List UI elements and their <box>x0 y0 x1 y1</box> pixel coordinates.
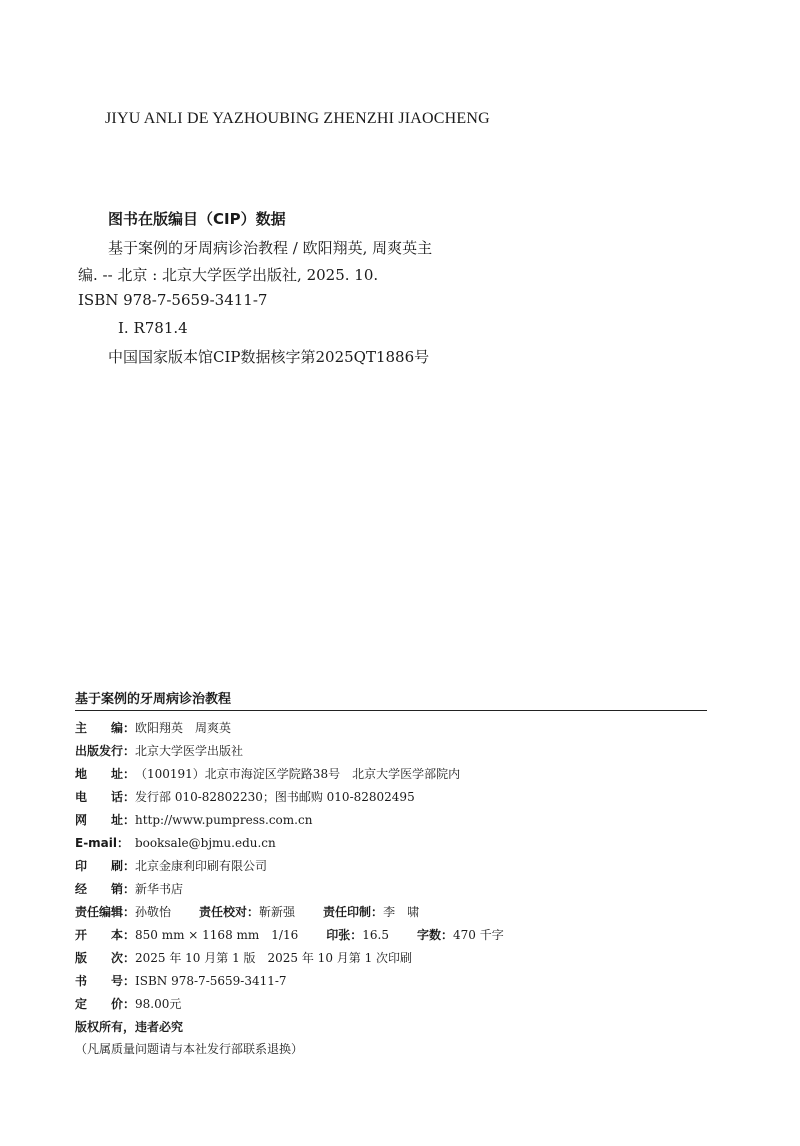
cip-heading: 图书在版编目（CIP）数据 <box>108 210 286 228</box>
resp-editor-value: 孙敬怡 <box>135 905 172 919</box>
printer-label: 印 刷： <box>75 859 136 873</box>
row-printer <box>75 855 707 878</box>
row-format <box>75 924 707 947</box>
return-notice: （凡属质量问题请与本社发行部联系退换） <box>75 1042 304 1056</box>
cip-line-record-number: 中国国家版本馆CIP数据核字第2025QT1886号 <box>108 348 430 366</box>
edition-label: 版 次： <box>75 951 136 965</box>
colophon-divider <box>75 710 707 711</box>
cip-line-classification: Ⅰ. R781.4 <box>118 319 188 337</box>
row-distributor <box>75 878 707 901</box>
colophon-title: 基于案例的牙周病诊治教程 <box>75 692 232 707</box>
cip-line-isbn: ISBN 978-7-5659-3411-7 <box>78 291 268 309</box>
phone-value: 发行部 010-82802230；图书邮购 010-82802495 <box>135 790 415 804</box>
row-edition <box>75 947 707 970</box>
phone-label: 电 话： <box>75 790 136 804</box>
editor-label: 主 编： <box>75 721 136 735</box>
cip-line-publisher: 编. -- 北京 : 北京大学医学出版社, 2025. 10. <box>78 266 379 284</box>
row-isbn <box>75 970 707 993</box>
row-editor <box>75 717 707 740</box>
isbn-value: ISBN 978-7-5659-3411-7 <box>135 974 287 988</box>
edition-value: 2025 年 10 月第 1 版 2025 年 10 月第 1 次印刷 <box>135 951 413 965</box>
colophon-rows <box>75 717 707 1016</box>
website-value: http://www.pumpress.com.cn <box>135 813 313 827</box>
format-label: 开 本： <box>75 928 136 942</box>
publisher-label: 出版发行： <box>75 744 136 758</box>
row-email <box>75 832 707 855</box>
sheets-value: 16.5 <box>362 928 389 942</box>
website-label: 网 址： <box>75 813 136 827</box>
row-responsibility <box>75 901 707 924</box>
sheets-label: 印张： <box>326 928 363 942</box>
row-address <box>75 763 707 786</box>
distributor-value: 新华书店 <box>135 882 184 896</box>
resp-editor-label: 责任编辑： <box>75 905 136 919</box>
isbn-label: 书 号： <box>75 974 136 988</box>
rights-statement: 版权所有，违者必究 <box>75 1020 184 1034</box>
words-value: 470 千字 <box>452 928 504 942</box>
resp-proof-label: 责任校对： <box>199 905 260 919</box>
price-label: 定 价： <box>75 997 136 1011</box>
editor-value: 欧阳翔英 周爽英 <box>135 721 232 735</box>
words-label: 字数： <box>416 928 453 942</box>
address-value: （100191）北京市海淀区学院路38号 北京大学医学部院内 <box>135 767 461 781</box>
pinyin-title: JIYU ANLI DE YAZHOUBING ZHENZHI JIAOCHENG <box>105 110 490 127</box>
resp-print-label: 责任印制： <box>323 905 384 919</box>
row-phone <box>75 786 707 809</box>
email-label: E-mail： <box>75 836 130 850</box>
address-label: 地 址： <box>75 767 136 781</box>
resp-proof-value: 靳新强 <box>259 905 296 919</box>
publisher-value: 北京大学医学出版社 <box>135 744 244 758</box>
row-price <box>75 993 707 1016</box>
format-value: 850 mm × 1168 mm 1/16 <box>135 928 299 942</box>
printer-value: 北京金康利印刷有限公司 <box>135 859 268 873</box>
row-website <box>75 809 707 832</box>
row-publisher <box>75 740 707 763</box>
email-value: booksale@bjmu.edu.cn <box>135 836 276 850</box>
colophon <box>75 690 707 1060</box>
cip-line-title: 基于案例的牙周病诊治教程 / 欧阳翔英, 周爽英主 <box>108 239 433 257</box>
distributor-label: 经 销： <box>75 882 136 896</box>
price-value: 98.00元 <box>135 997 182 1011</box>
resp-print-value: 李 啸 <box>383 905 420 919</box>
